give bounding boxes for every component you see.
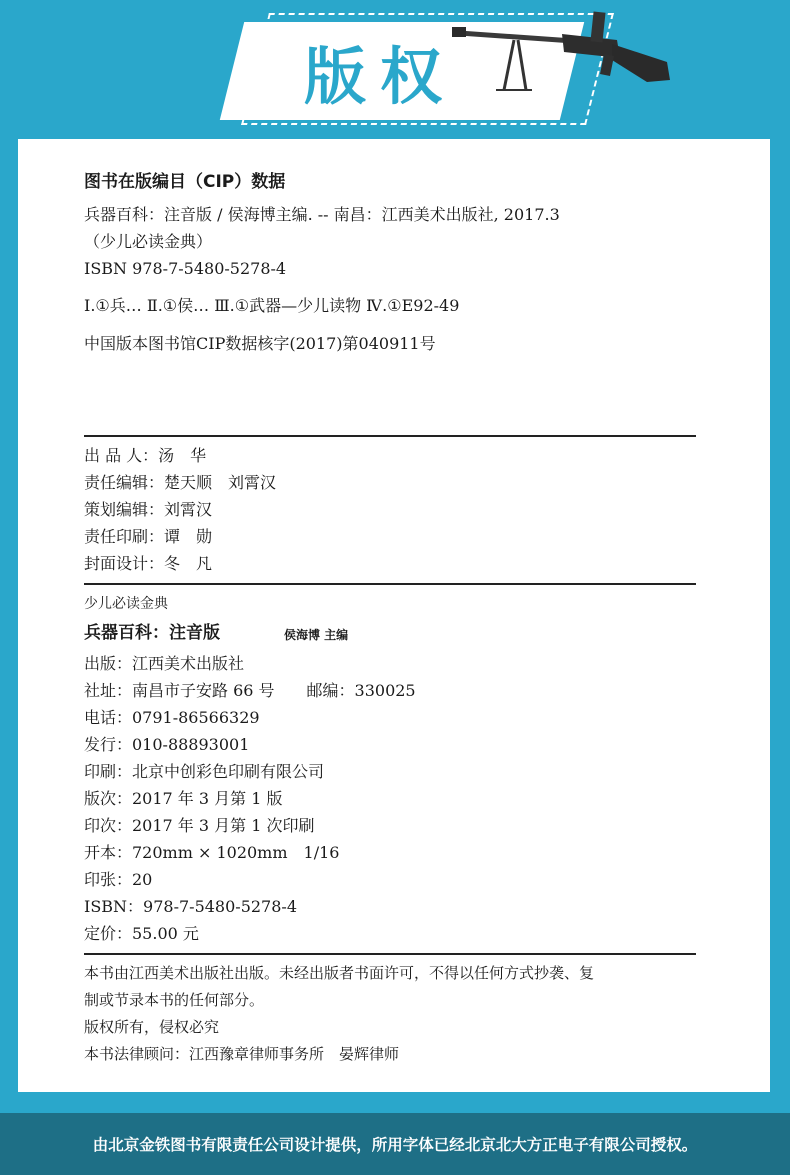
copyright-page (18, 139, 770, 1092)
notice-line-2: 制或节录本书的任何部分。 (84, 991, 265, 1009)
cip-isbn: ISBN 978-7-5480-5278-4 (84, 259, 287, 278)
detail-price: 定价：55.00 元 (84, 924, 199, 943)
notice-legal-counsel: 本书法律顾问：江西豫章律师事务所 晏辉律师 (84, 1045, 400, 1063)
detail-sheets: 印张：20 (84, 870, 153, 889)
page-title: 版权 (303, 39, 456, 113)
notice-line-1: 本书由江西美术出版社出版。未经出版者书面许可，不得以任何方式抄袭、复 (84, 964, 595, 982)
credit-editor: 责任编辑：楚天顺 刘霄汉 (84, 473, 277, 492)
book-title: 兵器百科：注音版 (84, 623, 220, 643)
cip-line-1: 兵器百科：注音版 / 侯海博主编. -- 南昌：江西美术出版社, 2017.3 (84, 205, 560, 224)
cip-classification: Ⅰ.①兵… Ⅱ.①侯… Ⅲ.①武器—少儿读物 Ⅳ.①E92-49 (84, 296, 460, 315)
credit-printing: 责任印刷：谭 勋 (84, 527, 213, 546)
divider (84, 953, 696, 955)
detail-impression: 印次：2017 年 3 月第 1 次印刷 (84, 816, 315, 835)
detail-phone: 电话：0791-86566329 (84, 708, 260, 727)
machine-gun-icon (452, 10, 672, 110)
series-name: 少儿必读金典 (84, 596, 168, 612)
detail-edition: 版次：2017 年 3 月第 1 版 (84, 789, 283, 808)
detail-isbn: ISBN：978-7-5480-5278-4 (84, 897, 298, 916)
detail-format: 开本：720mm × 1020mm 1/16 (84, 843, 340, 862)
detail-publisher: 出版：江西美术出版社 (84, 654, 245, 673)
credit-cover-design: 封面设计：冬 凡 (84, 554, 213, 573)
notice-rights: 版权所有，侵权必究 (84, 1018, 220, 1036)
credit-producer: 出 品 人：汤 华 (84, 446, 207, 465)
detail-printer: 印刷：北京中创彩色印刷有限公司 (84, 762, 325, 781)
cip-heading: 图书在版编目（CIP）数据 (84, 172, 286, 192)
detail-distribution: 发行：010-88893001 (84, 735, 250, 754)
cip-record: 中国版本图书馆CIP数据核字(2017)第040911号 (84, 334, 436, 353)
detail-address: 社址：南昌市子安路 66 号 邮编：330025 (84, 681, 416, 700)
credit-planner: 策划编辑：刘霄汉 (84, 500, 213, 519)
footer-text: 由北京金铁图书有限责任公司设计提供，所用字体已经北京北大方正电子有限公司授权。 (92, 1135, 698, 1154)
divider (84, 435, 696, 437)
footer-banner (0, 1113, 790, 1175)
divider (84, 583, 696, 585)
book-editor: 侯海博 主编 (284, 628, 349, 642)
cip-line-2: （少儿必读金典） (84, 232, 213, 251)
header-banner (0, 0, 790, 139)
